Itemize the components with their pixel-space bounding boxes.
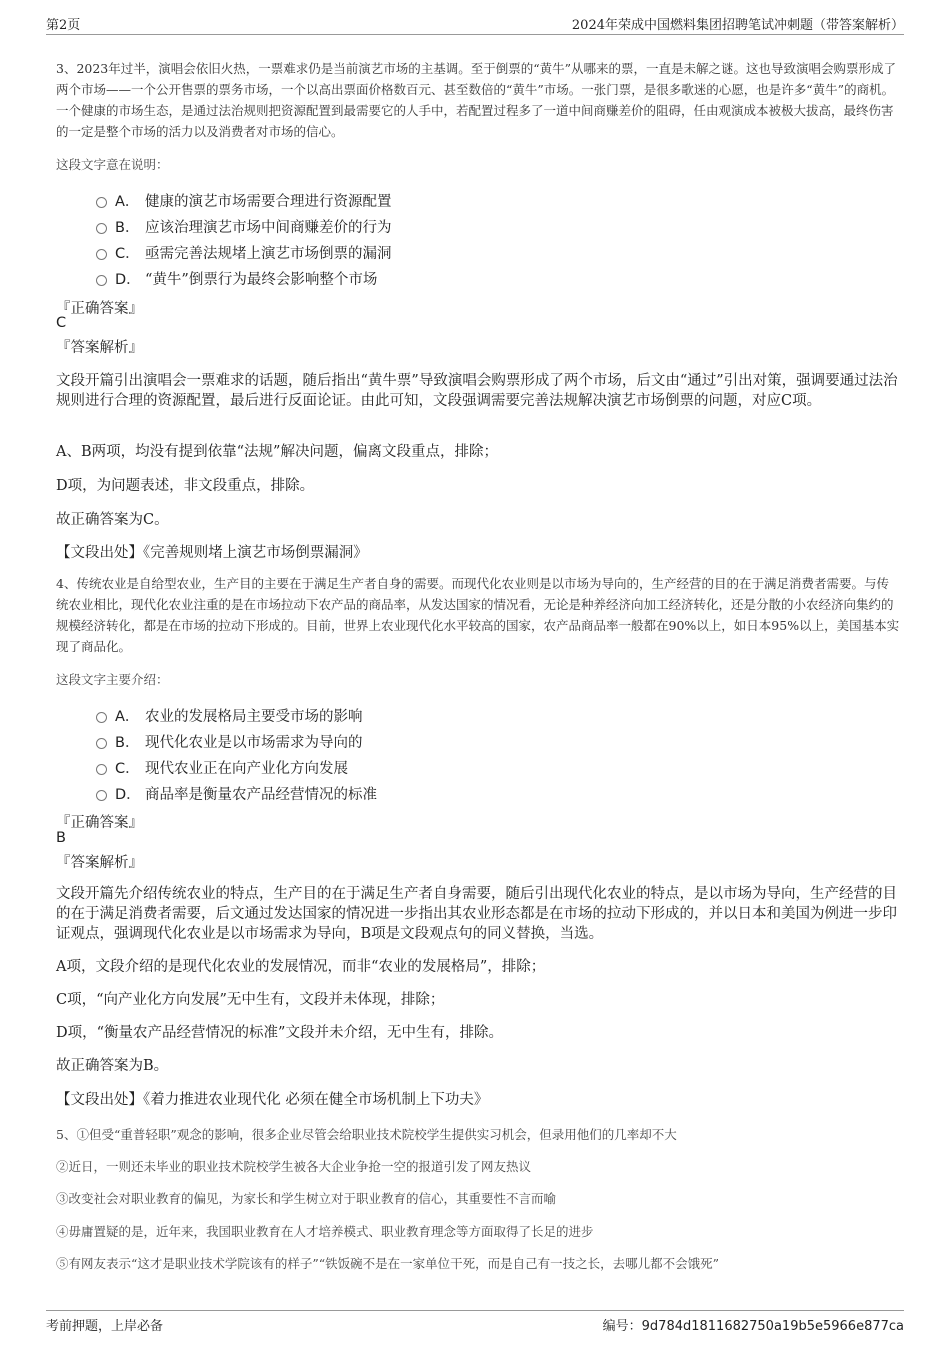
q3-note-1: A、B两项，均没有提到依靠“法规”解决问题，偏离文段重点，排除； [56,444,498,460]
document-title: 2024年荣成中国燃料集团招聘笔试冲刺题（带答案解析） [571,18,904,33]
q3-stem: 3、2023年过半，演唱会依旧火热，一票难求仍是当前演艺市场的主基调。至于倒票的“黄牛”从哪来的票，一直是未解之谜。这也导致演唱会购票形成了两个市场——一个公开售票的票务市场，一个以高出票面价格数百元、甚至数倍的“黄牛”市场。一张门票，是很多歌迷的心愿，也是许多“黄牛”的商机。一个健康的市场生态，是通过法治规则把资源配置到最需要它的人手中，若配置过程多了一道中间商赚差价的阻碍，任由观演成本被极大拔高，最终伤害的一定是整个市场的活力以及消费者对市场的信心。 [56,61,897,139]
radio-icon[interactable] [96,764,107,775]
q5-item-1: 5、①但受“重普轻职”观念的影响，很多企业尽管会给职业技术院校学生提供实习机会，但录用他们的几率却不大 [56,1127,677,1142]
radio-icon[interactable] [96,738,107,749]
document-id: 编号：9d784d1811682750a19b5e5966e877ca [602,1319,904,1334]
q4-note-3: D项，“衡量农产品经营情况的标准”文段并未介绍，无中生有，排除。 [56,1025,503,1041]
q3-answer: C [56,315,67,331]
q4-analysis-label: 『答案解析』 [56,855,143,871]
radio-icon[interactable] [96,197,107,208]
q3-note-3: 故正确答案为C。 [56,512,169,528]
radio-icon[interactable] [96,790,107,801]
q3-option-d[interactable]: D． “黄牛”倒票行为最终会影响整个市场 [96,268,377,289]
page-header [46,12,904,35]
q4-analysis: 文段开篇先介绍传统农业的特点，生产目的在于满足生产者自身需要，随后引出现代化农业的特点，是以市场为导向，生产经营的目的在于满足消费者需要，后文通过发达国家的情况进一步指出其农业形态都是在市场的拉动下形成的，并以日本和美国为例进一步印证观点，强调现代化农业是以市场需求为导向，B项是文段观点句的同义替换，当选。 [56,886,897,942]
q5-item-3: ③改变社会对职业教育的偏见，为家长和学生树立对于职业教育的信心，其重要性不言而喻 [56,1191,557,1206]
page-footer [46,1310,904,1335]
q3-note-2: D项，为问题表述，非文段重点，排除。 [56,478,315,494]
q3-option-b[interactable]: B． 应该治理演艺市场中间商赚差价的行为 [96,216,392,237]
q3-option-c[interactable]: C． 亟需完善法规堵上演艺市场倒票的漏洞 [96,242,392,263]
radio-icon[interactable] [96,712,107,723]
q4-option-a[interactable]: A． 农业的发展格局主要受市场的影响 [96,705,363,726]
q4-note-4: 故正确答案为B。 [56,1058,169,1074]
q4-note-1: A项，文段介绍的是现代化农业的发展情况，而非“农业的发展格局”，排除； [56,959,546,975]
q5-item-2: ②近日，一则还未毕业的职业技术院校学生被各大企业争抢一空的报道引发了网友热议 [56,1159,532,1174]
q4-option-d[interactable]: D． 商品率是衡量农产品经营情况的标准 [96,783,377,804]
q3-source: 【文段出处】《完善规则堵上演艺市场倒票漏洞》 [56,545,368,561]
footer-slogan: 考前押题，上岸必备 [46,1319,164,1334]
q4-stem: 4、传统农业是自给型农业，生产目的主要在于满足生产者自身的需要。而现代化农业则是以市场为导向的，生产经营的目的在于满足消费者需要。与传统农业相比，现代化农业注重的是在市场拉动下农产品的商品率，从发达国家的情况看，无论是种养经济向加工经济转化，还是分散的小农经济向集约的规模经济转化，都是在市场的拉动下形成的。目前，世界上农业现代化水平较高的国家，农产品商品率一般都在90%以上，如日本95%以上，美国基本实现了商品化。 [56,576,900,654]
q4-option-b[interactable]: B． 现代化农业是以市场需求为导向的 [96,731,363,752]
q3-analysis: 文段开篇引出演唱会一票难求的话题，随后指出“黄牛票”导致演唱会购票形成了两个市场，后文由“通过”引出对策，强调要通过法治规则进行合理的资源配置，最后进行反面论证。由此可知，文段强调需要完善法规解决演艺市场倒票的问题，对应C项。 [56,373,898,409]
q5-item-5: ⑤有网友表示“这才是职业技术学院该有的样子”“铁饭碗不是在一家单位干死，而是自己有一技之长，去哪儿都不会饿死” [56,1256,720,1271]
q3-option-a[interactable]: A． 健康的演艺市场需要合理进行资源配置 [96,190,392,211]
q4-answer-label: 『正确答案』 [56,815,143,831]
q3-analysis-label: 『答案解析』 [56,340,143,356]
radio-icon[interactable] [96,223,107,234]
q3-answer-label: 『正确答案』 [56,301,143,317]
radio-icon[interactable] [96,275,107,286]
q4-option-c[interactable]: C． 现代农业正在向产业化方向发展 [96,757,348,778]
q4-source: 【文段出处】《着力推进农业现代化 必须在健全市场机制上下功夫》 [56,1092,489,1108]
q4-note-2: C项，“向产业化方向发展”无中生有，文段并未体现，排除； [56,992,445,1008]
q5-item-4: ④毋庸置疑的是，近年来，我国职业教育在人才培养模式、职业教育理念等方面取得了长足的进步 [56,1224,594,1239]
q4-prompt: 这段文字主要介绍： [56,672,169,687]
q3-prompt: 这段文字意在说明： [56,157,169,172]
q4-answer: B [56,830,66,846]
page-number: 第2页 [46,18,81,33]
radio-icon[interactable] [96,249,107,260]
